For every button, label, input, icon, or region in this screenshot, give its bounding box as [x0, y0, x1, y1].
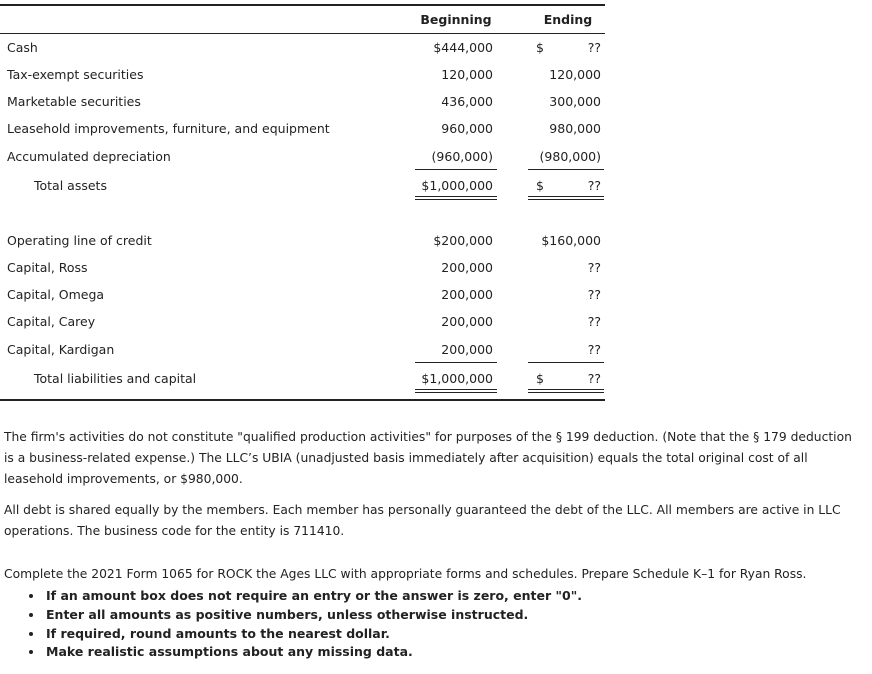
beginning-value: $1,000,000 — [421, 178, 493, 193]
ending-dollar-sign: $ — [536, 371, 544, 386]
beginning-value: (960,000) — [431, 149, 493, 164]
subtotal-underline — [415, 169, 497, 170]
instruction-item: • If required, round amounts to the nearest dollar. — [44, 625, 582, 644]
total-liabilities-row — [0, 371, 610, 393]
row-label: Capital, Omega — [7, 287, 105, 302]
beginning-value: $200,000 — [433, 233, 493, 248]
total-double-underline — [415, 392, 497, 393]
row-label: Operating line of credit — [7, 233, 152, 248]
row-label: Total assets — [34, 178, 107, 193]
row-label: Total liabilities and capital — [34, 371, 197, 386]
ending-value: ?? — [587, 342, 601, 357]
ending-value: (980,000) — [539, 149, 601, 164]
ending-value: ?? — [587, 371, 601, 386]
ending-dollar-sign: $ — [536, 178, 544, 193]
row-label: Tax-exempt securities — [7, 67, 144, 82]
row-label: Marketable securities — [7, 94, 141, 109]
ending-value: ?? — [587, 314, 601, 329]
paragraph-qpa-ubia: The firm's activities do not constitute "qualified production activities" for purposes of the § 199 deduction. (Note that the § 179 deduction is a business-related expense.) The LLC’s UBIA (unadjusted basis immediately after acquisition) equals the total original cost of all leasehold improvements, or $980,000. — [4, 430, 852, 486]
row-label: Accumulated depreciation — [7, 149, 171, 164]
total-double-underline — [528, 392, 604, 393]
instruction-item: • If an amount box does not require an entry or the answer is zero, enter "0". — [44, 587, 582, 606]
instruction-list — [26, 587, 582, 662]
beginning-value: 200,000 — [441, 260, 493, 275]
total-double-underline — [528, 196, 604, 197]
paragraph-task: Complete the 2021 Form 1065 for ROCK the Ages LLC with appropriate forms and schedules. Prepare Schedule K–1 for Ryan Ross. — [4, 567, 807, 581]
subtotal-underline — [528, 169, 604, 170]
table-row — [0, 342, 610, 364]
total-double-underline — [528, 199, 604, 200]
table-row — [0, 94, 610, 116]
table-row — [0, 67, 610, 89]
row-label: Capital, Ross — [7, 260, 88, 275]
row-label: Capital, Kardigan — [7, 342, 115, 357]
row-label: Cash — [7, 40, 38, 55]
ending-value: ?? — [587, 287, 601, 302]
ending-value: ?? — [587, 40, 601, 55]
instruction-item: • Enter all amounts as positive numbers, unless otherwise instructed. — [44, 606, 582, 625]
beginning-value: 200,000 — [441, 342, 493, 357]
ending-value: 120,000 — [549, 67, 601, 82]
ending-dollar-sign: $ — [536, 40, 544, 55]
total-assets-row — [0, 178, 610, 200]
total-double-underline — [415, 196, 497, 197]
total-double-underline — [415, 199, 497, 200]
table-row — [0, 260, 610, 282]
table-row — [0, 121, 610, 143]
table-row — [0, 149, 610, 171]
total-double-underline — [415, 389, 497, 390]
ending-value: 980,000 — [549, 121, 601, 136]
row-label: Capital, Carey — [7, 314, 96, 329]
table-row — [0, 40, 610, 62]
beginning-value: 200,000 — [441, 287, 493, 302]
total-double-underline — [528, 389, 604, 390]
table-row — [0, 287, 610, 309]
table-bottom-rule — [0, 399, 605, 401]
beginning-value: $1,000,000 — [421, 371, 493, 386]
table-row — [0, 233, 610, 255]
paragraph-debt-sharing: All debt is shared equally by the members. Each member has personally guaranteed the debt of the LLC. All members are active in LLC operations. The business code for the entity is 711410. — [4, 503, 841, 538]
beginning-value: 960,000 — [441, 121, 493, 136]
subtotal-underline — [528, 362, 604, 363]
table-row — [0, 314, 610, 336]
table-top-rule — [0, 4, 605, 6]
header-rule — [0, 33, 605, 34]
header-ending: Ending — [543, 12, 593, 27]
ending-value: $160,000 — [541, 233, 601, 248]
row-label: Leasehold improvements, furniture, and equipment — [7, 121, 330, 136]
ending-value: ?? — [587, 178, 601, 193]
header-beginning: Beginning — [420, 12, 492, 27]
ending-value: 300,000 — [549, 94, 601, 109]
ending-value: ?? — [587, 260, 601, 275]
instruction-item: • Make realistic assumptions about any missing data. — [44, 643, 582, 662]
beginning-value: 120,000 — [441, 67, 493, 82]
beginning-value: 436,000 — [441, 94, 493, 109]
subtotal-underline — [415, 362, 497, 363]
beginning-value: $444,000 — [433, 40, 493, 55]
beginning-value: 200,000 — [441, 314, 493, 329]
